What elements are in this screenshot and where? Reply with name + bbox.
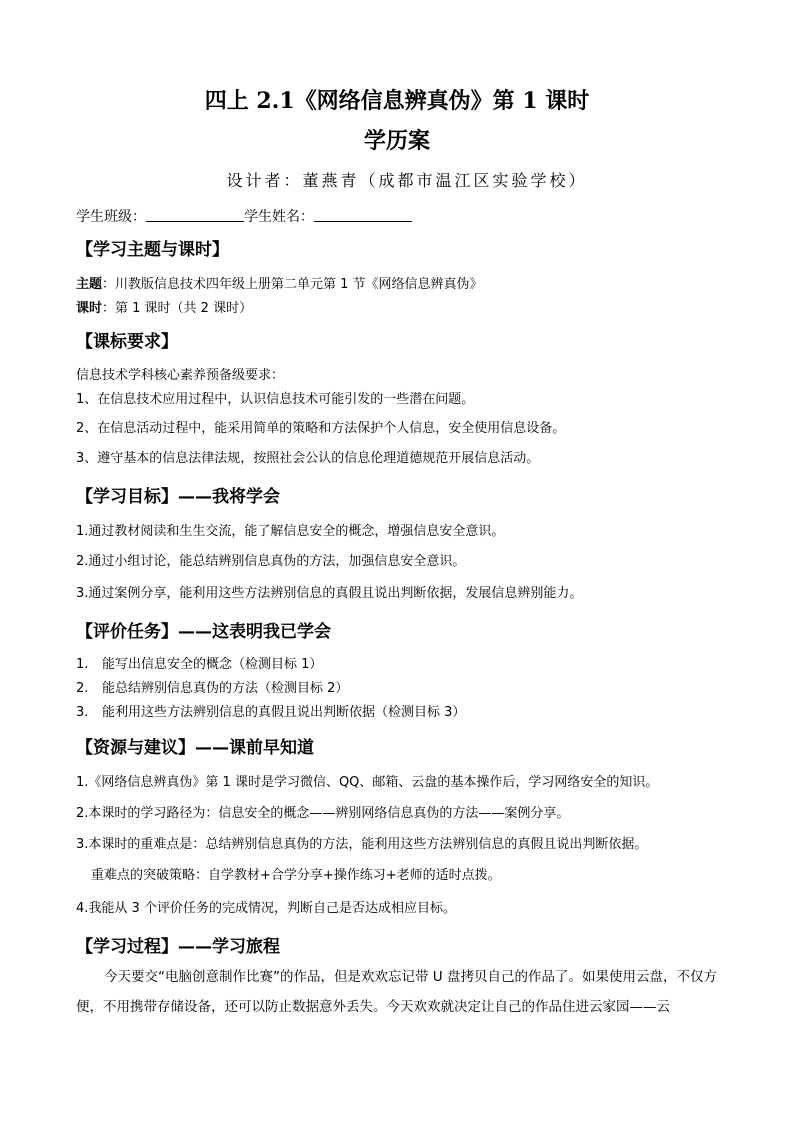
goal-item: 1.通过教材阅读和生生交流，能了解信息安全的概念，增强信息安全意识。 [76, 524, 505, 539]
subject-label: 主题 [76, 277, 103, 292]
topic-subject-line [76, 273, 483, 292]
section-heading-standards: 【课标要求】 [76, 332, 178, 352]
task-text: 能总结辨别信息真伪的方法（检测目标 2） [102, 681, 349, 696]
resource-item: 重难点的突破策略：自学教材+合学分享+操作练习+老师的适时点拨。 [91, 868, 501, 883]
class-blank[interactable] [146, 209, 244, 222]
standards-item: 3、遵守基本的信息法律法规，按照社会公认的信息伦理道德规范开展信息活动。 [76, 451, 540, 466]
section-heading-resources: 【资源与建议】——课前早知道 [76, 738, 314, 758]
task-text: 能写出信息安全的概念（检测目标 1） [102, 657, 323, 672]
section-heading-topic: 【学习主题与课时】 [76, 240, 229, 260]
topic-period-line [76, 297, 252, 316]
subject-text: ：川教版信息技术四年级上册第二单元第 1 节《网络信息辨真伪》 [102, 277, 483, 292]
task-number: 3. [76, 705, 89, 720]
process-paragraph: 今天要交“电脑创意制作比赛”的作品，但是欢欢忘记带 U 盘拷贝自己的作品了。如果使用云盘，不仅方便，不用携带存储设备，还可以防止数据意外丢失。今天欢欢就决定让自己的作品住进云家园——云 [76, 969, 717, 1015]
period-text: ：第 1 课时（共 2 课时） [102, 301, 253, 316]
period-label: 课时 [76, 301, 103, 316]
section-heading-goals: 【学习目标】——我将学会 [76, 487, 280, 507]
standards-item: 2、在信息活动过程中，能采用简单的策略和方法保护个人信息，安全使用信息设备。 [76, 421, 566, 436]
task-text: 能利用这些方法辨别信息的真假且说出判断依据（检测目标 3） [102, 705, 466, 720]
name-label: 学生姓名： [244, 209, 314, 225]
task-item [76, 677, 348, 696]
document-subtitle: 学历案 [363, 128, 430, 154]
task-item [76, 653, 322, 672]
task-number: 1. [76, 657, 89, 672]
student-info-row [76, 206, 412, 226]
class-label: 学生班级： [76, 209, 146, 225]
task-number: 2. [76, 681, 89, 696]
document-title: 四上 2.1《网络信息辨真伪》第 1 课时 [204, 88, 590, 114]
designer-credit: 设计者：董燕青（成都市温江区实验学校） [226, 171, 588, 190]
section-heading-tasks: 【评价任务】——这表明我已学会 [76, 622, 331, 642]
resource-item: 1.《网络信息辨真伪》第 1 课时是学习微信、QQ、邮箱、云盘的基本操作后，学习网络安全的知识。 [76, 775, 659, 790]
task-item [76, 701, 465, 720]
standards-item: 1、在信息技术应用过程中，认识信息技术可能引发的一些潜在问题。 [76, 392, 475, 407]
name-blank[interactable] [314, 209, 412, 222]
section-heading-process: 【学习过程】——学习旅程 [76, 937, 280, 957]
goal-item: 3.通过案例分享，能利用这些方法辨别信息的真假且说出判断依据，发展信息辨别能力。 [76, 586, 583, 601]
resource-item: 3.本课时的重难点是：总结辨别信息真伪的方法，能利用这些方法辨别信息的真假且说出判断依据。 [76, 837, 648, 852]
standards-intro: 信息技术学科核心素养预备级要求： [76, 368, 285, 383]
goal-item: 2.通过小组讨论，能总结辨别信息真伪的方法，加强信息安全意识。 [76, 554, 466, 569]
resource-item: 2.本课时的学习路径为：信息安全的概念——辨别网络信息真伪的方法——案例分享。 [76, 806, 570, 821]
resource-item: 4.我能从 3 个评价任务的完成情况，判断自己是否达成相应目标。 [76, 901, 456, 916]
